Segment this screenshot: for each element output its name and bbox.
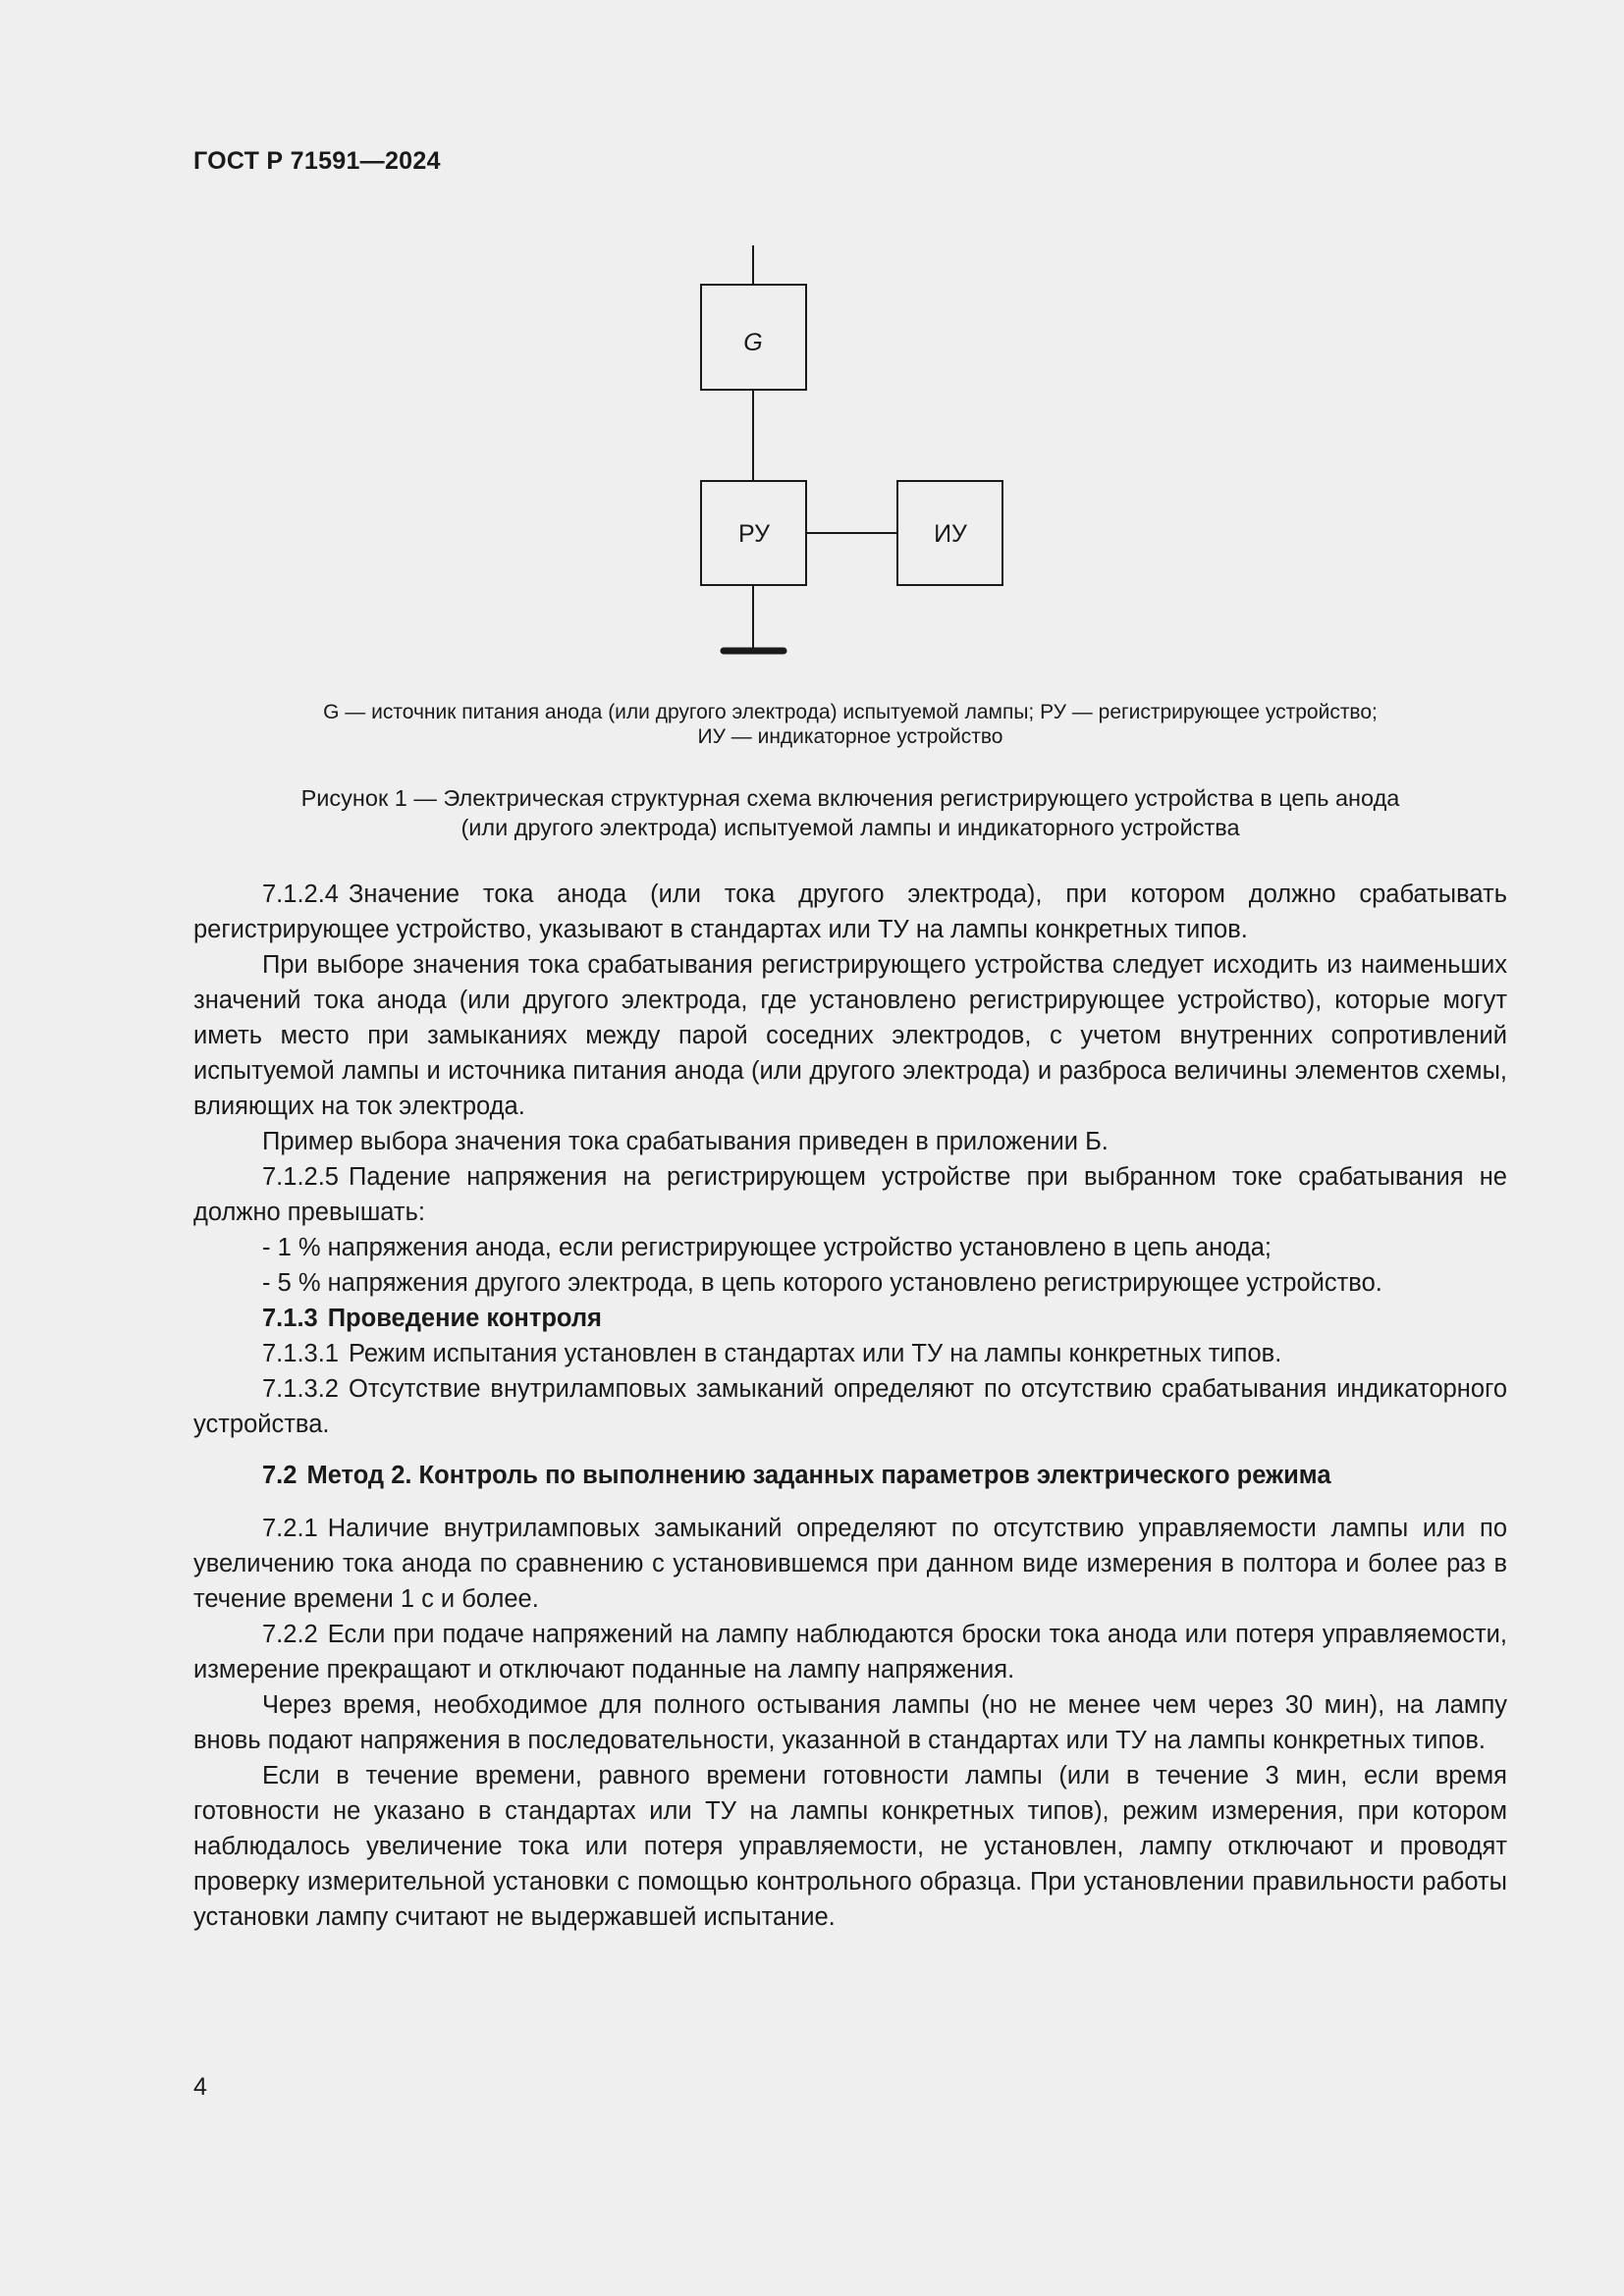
figure-caption [193, 783, 1507, 842]
paragraph-7-2-1 [193, 1511, 1507, 1617]
clause-number: 7.1.3.1 [262, 1340, 339, 1367]
section-number: 7.1.3 [262, 1305, 318, 1332]
paragraph-text: Если при подаче напряжений на лампу наблюдаются броски тока анода или потеря управляемости, измерение прекращают и отключают поданные на лампу напряжения. [193, 1621, 1507, 1683]
figure-legend [193, 700, 1507, 749]
paragraph-example: Пример выбора значения тока срабатывания приведен в приложении Б. [262, 1128, 1109, 1155]
paragraph-cooling: Через время, необходимое для полного остывания лампы (но не менее чем через 30 мин), на лампу вновь подают напряжения в последовательности, указанной в стандартах или ТУ на лампы конкретных типов. [193, 1691, 1507, 1754]
paragraph-7-2-2 [193, 1617, 1507, 1687]
section-7-2-heading [193, 1458, 1507, 1493]
list-item: - 5 % напряжения другого электрода, в цепь которого установлено регистрирующее устройство. [262, 1269, 1382, 1297]
block-ru-label: РУ [737, 520, 771, 548]
paragraph-readiness: Если в течение времени, равного времени готовности лампы (или в течение 3 мин, если время готовности не указано в стандартах или ТУ на лампы конкретных типов), режим измерения, при котором наблюдалось увеличение тока или потеря управляемости, не установлен, лампу отключают и проводят проверку измерительной установки с помощью контрольного образца. При установлении правильности работы установки лампу считают не выдержавшей испытание. [193, 1762, 1507, 1931]
paragraph-7-1-2-5 [193, 1159, 1507, 1230]
page-number: 4 [193, 2073, 207, 2101]
paragraph-text: Значение тока анода (или тока другого электрода), при котором должно срабатывать регистрирующее устройство, указывают в стандартах или ТУ на лампы конкретных типов. [193, 881, 1507, 943]
legend-line-2: ИУ — индикаторное устройство [697, 725, 1003, 748]
section-title: Метод 2. Контроль по выполнению заданных параметров электрического режима [306, 1462, 1331, 1489]
paragraph-text: Режим испытания установлен в стандартах или ТУ на лампы конкретных типов. [348, 1340, 1282, 1367]
circuit-diagram [0, 0, 1624, 687]
paragraph-text: Наличие внутриламповых замыканий определяют по отсутствию управляемости лампы или по увеличению тока анода по сравнению с установившемся при данном виде измерения в полтора и более раз в течение времени 1 с и более. [193, 1515, 1507, 1613]
caption-line-2: (или другого электрода) испытуемой лампы и индикаторного устройства [460, 815, 1240, 840]
legend-line-1: G — источник питания анода (или другого электрода) испытуемой лампы; РУ — регистрирующее устройство; [323, 701, 1378, 723]
clause-number: 7.1.2.4 [262, 881, 339, 908]
paragraph-text: Падение напряжения на регистрирующем устройстве при выбранном токе срабатывания не должно превышать: [193, 1163, 1507, 1226]
clause-number: 7.1.3.2 [262, 1375, 339, 1403]
caption-line-1: Рисунок 1 — Электрическая структурная схема включения регистрирующего устройства в цепь анода [300, 785, 1400, 811]
section-7-1-3-heading [193, 1301, 1507, 1336]
paragraph-text: Отсутствие внутриламповых замыканий определяют по отсутствию срабатывания индикаторного устройства. [193, 1375, 1507, 1438]
block-iu-label: ИУ [934, 520, 967, 548]
paragraph-7-1-2-4 [193, 877, 1507, 947]
block-g-label: G [743, 329, 763, 356]
clause-number: 7.1.2.5 [262, 1163, 339, 1191]
paragraph-choice: При выборе значения тока срабатывания регистрирующего устройства следует исходить из наименьших значений тока анода (или другого электрода, где установлено регистрирующее устройство), которые могут иметь место при замыканиях между парой соседних электродов, с учетом внутренних сопротивлений испытуемой лампы и источника питания анода (или другого электрода) и разброса величины элементов схемы, влияющих на ток электрода. [193, 951, 1507, 1120]
paragraph-7-1-3-2 [193, 1371, 1507, 1442]
section-title: Проведение контроля [327, 1305, 602, 1332]
clause-number: 7.2.2 [262, 1621, 318, 1648]
clause-number: 7.2.1 [262, 1515, 318, 1542]
list-item: - 1 % напряжения анода, если регистрирующее устройство установлено в цепь анода; [262, 1234, 1272, 1261]
document-body [193, 877, 1507, 1935]
section-number: 7.2 [262, 1462, 298, 1489]
paragraph-7-1-3-1 [193, 1336, 1507, 1371]
document-code-header: ГОСТ Р 71591—2024 [193, 147, 441, 175]
